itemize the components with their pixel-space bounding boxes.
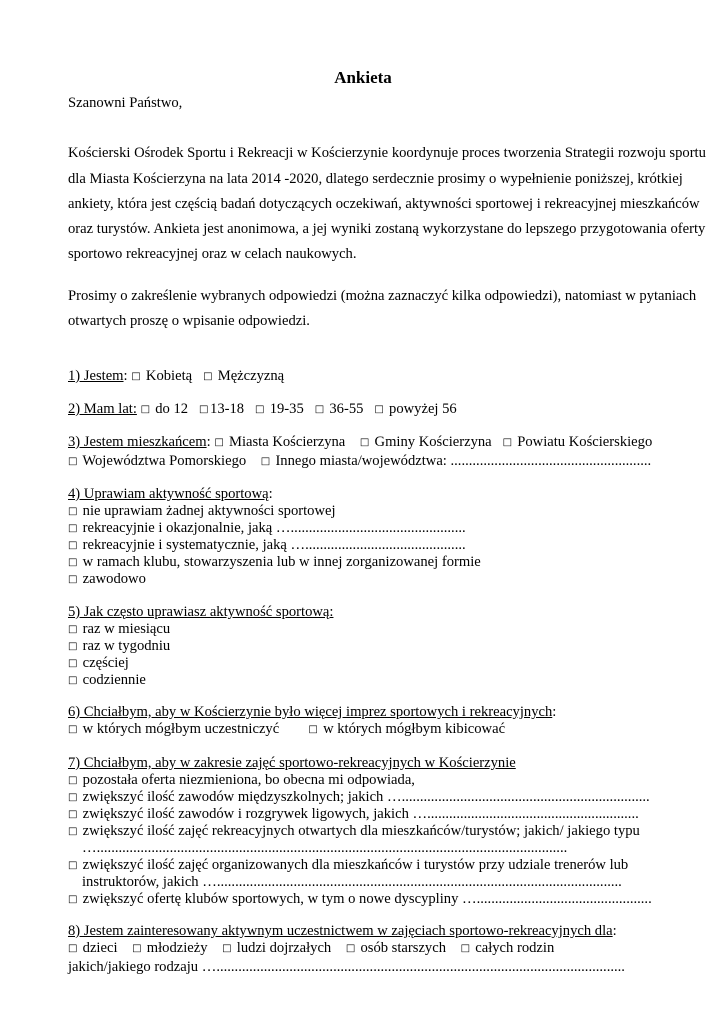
intro-line: Kościerski Ośrodek Sportu i Rekreacji w Kościerzynie koordynuje proces tworzenia Strategii rozwoju sportu — [68, 145, 706, 161]
option-label: osób starszych — [360, 940, 446, 956]
question-1 — [68, 367, 284, 386]
label-colon: : — [552, 704, 557, 720]
question-4 — [68, 485, 273, 503]
checkbox-icon[interactable]: □ — [260, 456, 271, 467]
question-label: 7) Chciałbym, aby w zakresie zajęć sportowo-rekreacyjnych w Kościerzynie — [68, 755, 516, 771]
question-label: 5) Jak często uprawiasz aktywność sportową: — [68, 604, 334, 620]
question-3 — [68, 433, 652, 452]
option-label: Kobietą — [145, 368, 193, 384]
checkbox-icon[interactable]: □ — [68, 809, 78, 820]
question-7 — [68, 754, 516, 772]
question-3-cont — [68, 452, 651, 471]
checkbox-icon[interactable]: □ — [132, 943, 142, 954]
question-6 — [68, 703, 556, 721]
checkbox-icon[interactable]: □ — [68, 675, 78, 686]
option-row[interactable] — [68, 890, 652, 909]
checkbox-icon[interactable]: □ — [502, 437, 513, 448]
checkbox-icon[interactable]: □ — [214, 437, 224, 448]
question-label: 4) Uprawiam aktywność sportową — [68, 486, 269, 502]
checkbox-icon[interactable]: □ — [68, 456, 78, 467]
label-colon: : — [123, 368, 128, 384]
option-label: zwiększyć ilość zajęć organizowanych dla mieszkańców i turystów przy udziale trenerów lub — [82, 857, 629, 873]
instruction-line: Prosimy o zakreślenie wybranych odpowiedzi (można zaznaczyć kilka odpowiedzi), natomiast w pytaniach — [68, 288, 697, 304]
option-label: Powiatu Kościerskiego — [517, 434, 653, 450]
checkbox-icon[interactable]: □ — [222, 943, 232, 954]
checkbox-icon[interactable]: □ — [68, 894, 78, 905]
checkbox-icon[interactable]: □ — [68, 658, 78, 669]
question-8 — [68, 922, 617, 940]
option-label: raz w tygodniu — [82, 638, 171, 654]
option-label: Miasta Kościerzyna — [228, 434, 346, 450]
option-label: do 12 — [155, 401, 189, 417]
question-label: 1) Jestem — [68, 368, 124, 384]
question-label: 2) Mam lat: — [68, 401, 137, 417]
option-label: zwiększyć ofertę klubów sportowych, w tym o nowe dyscypliny …................................................ — [82, 891, 652, 907]
answer-line[interactable]: instruktorów, jakich …............................................................................................................... — [82, 874, 622, 890]
intro-line: sportowo rekreacyjnej oraz w celach naukowych. — [68, 246, 357, 262]
answer-line[interactable]: jakich/jakiego rodzaju …................................................................................................................ — [68, 959, 625, 975]
greeting: Szanowni Państwo, — [68, 95, 183, 111]
option-row — [68, 939, 554, 958]
option-label: w ramach klubu, stowarzyszenia lub w innej zorganizowanej formie — [82, 554, 481, 570]
checkbox-icon[interactable]: □ — [308, 724, 318, 735]
option-label: 19-35 — [269, 401, 304, 417]
checkbox-icon[interactable]: □ — [345, 943, 356, 954]
option-label: raz w miesiącu — [82, 621, 171, 637]
option-label: zawodowo — [82, 571, 146, 587]
option-label: w których mógłbym uczestniczyć — [82, 721, 280, 737]
question-5 — [68, 603, 333, 621]
option-label: ludzi dojrzałych — [236, 940, 332, 956]
checkbox-icon[interactable]: □ — [199, 404, 209, 415]
checkbox-icon[interactable]: □ — [68, 574, 78, 585]
checkbox-icon[interactable]: □ — [68, 826, 78, 837]
checkbox-icon[interactable]: □ — [68, 506, 78, 517]
label-colon: : — [612, 923, 617, 939]
option-label: młodzieży — [146, 940, 208, 956]
checkbox-icon[interactable]: □ — [68, 540, 78, 551]
option-label: dzieci — [82, 940, 118, 956]
page-title: Ankieta — [334, 68, 392, 87]
label-colon: : — [206, 434, 211, 450]
intro-line: dla Miasta Kościerzyna na lata 2014 -2020, dlatego serdecznie prosimy o wypełnienie poniższej, krótkiej — [68, 171, 683, 187]
instruction-line: otwartych proszę o wpisanie odpowiedzi. — [68, 313, 310, 329]
option-label: codziennie — [82, 672, 146, 688]
intro-line: oraz turystów. Ankieta jest anonimowa, a jej wyniki zostaną wykorzystane do lepszego przygotowania oferty — [68, 221, 706, 237]
checkbox-icon[interactable]: □ — [68, 792, 78, 803]
option-label: zwiększyć ilość zajęć rekreacyjnych otwartych dla mieszkańców/turystów; jakich/ jakiego typu — [82, 823, 640, 839]
option-label: powyżej 56 — [389, 401, 457, 417]
option-label: 36-55 — [329, 401, 364, 417]
option-label: zwiększyć ilość zawodów międzyszkolnych; jakich ….................................................................... — [82, 789, 650, 805]
option-label: rekreacyjnie i okazjonalnie, jaką …................................................ — [82, 520, 466, 536]
question-label: 8) Jestem zainteresowany aktywnym uczestnictwem w zajęciach sportowo-rekreacyjnych dla — [68, 923, 613, 939]
checkbox-icon[interactable]: □ — [374, 404, 384, 415]
option-label: nie uprawiam żadnej aktywności sportowej — [82, 503, 336, 519]
checkbox-icon[interactable]: □ — [68, 523, 78, 534]
option-row[interactable] — [68, 671, 146, 690]
question-label: 3) Jestem mieszkańcem — [68, 434, 207, 450]
option-label: Innego miasta/województwa: ....................................................... — [275, 453, 652, 469]
option-label: w których mógłbym kibicować — [323, 721, 506, 737]
option-label: częściej — [82, 655, 129, 671]
checkbox-icon[interactable]: □ — [131, 371, 141, 382]
option-label: 13-18 — [210, 401, 245, 417]
checkbox-icon[interactable]: □ — [140, 404, 151, 415]
checkbox-icon[interactable]: □ — [203, 371, 213, 382]
checkbox-icon[interactable]: □ — [68, 775, 78, 786]
option-row — [68, 720, 505, 739]
option-label: całych rodzin — [475, 940, 555, 956]
question-label: 6) Chciałbym, aby w Kościerzynie było więcej imprez sportowych i rekreacyjnych — [68, 704, 553, 720]
intro-line: ankiety, która jest częścią badań dotyczących oczekiwań, aktywności sportowej i rekreacyjnej mieszkańców — [68, 196, 700, 212]
option-label: Województwa Pomorskiego — [82, 453, 247, 469]
option-label: Mężczyzną — [217, 368, 285, 384]
option-row[interactable] — [68, 570, 146, 589]
checkbox-icon[interactable]: □ — [460, 943, 471, 954]
checkbox-icon[interactable]: □ — [68, 724, 78, 735]
option-label: Gminy Kościerzyna — [374, 434, 492, 450]
checkbox-icon[interactable]: □ — [68, 641, 78, 652]
label-colon: : — [268, 486, 273, 502]
answer-line[interactable]: …................................................................................................................................. — [82, 840, 568, 856]
question-2 — [68, 400, 457, 419]
option-label: zwiększyć ilość zawodów i rozgrywek ligowych, jakich ….......................................................... — [82, 806, 639, 822]
checkbox-icon[interactable]: □ — [68, 557, 78, 568]
checkbox-icon[interactable]: □ — [68, 860, 78, 871]
option-label: rekreacyjnie i systematycznie, jaką …............................................ — [82, 537, 466, 553]
checkbox-icon[interactable]: □ — [68, 624, 78, 635]
checkbox-icon[interactable]: □ — [255, 404, 265, 415]
checkbox-icon[interactable]: □ — [359, 437, 370, 448]
checkbox-icon[interactable]: □ — [314, 404, 325, 415]
option-label: pozostała oferta niezmieniona, bo obecna mi odpowiada, — [82, 772, 415, 788]
checkbox-icon[interactable]: □ — [68, 943, 78, 954]
